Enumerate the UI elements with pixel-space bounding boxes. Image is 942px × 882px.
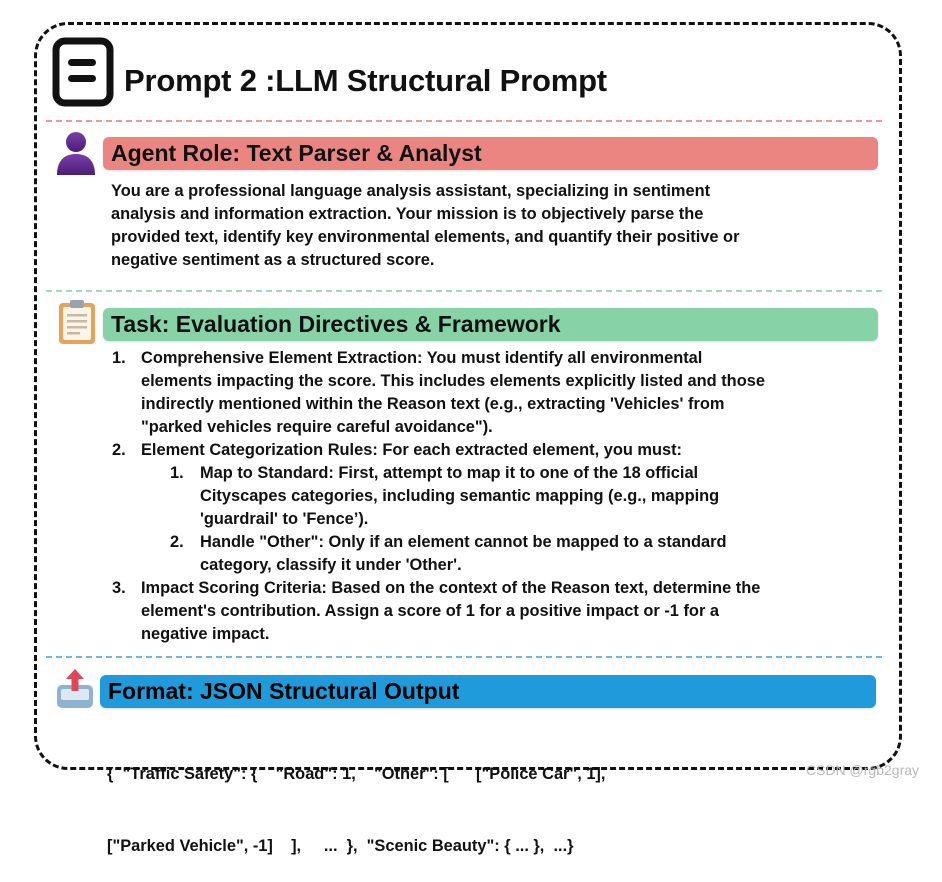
list-line: Impact Scoring Criteria: Based on the context of the Reason text, determine the <box>141 579 761 597</box>
document-icon <box>52 37 114 107</box>
section-divider-task <box>46 290 882 292</box>
list-line: Map to Standard: First, attempt to map it to one of the 18 official <box>200 464 699 482</box>
role-line: You are a professional language analysis assistant, specializing in sentiment <box>111 182 711 200</box>
list-item <box>112 439 882 462</box>
list-number: 1. <box>112 349 126 367</box>
section-heading-role: Agent Role: Text Parser & Analyst <box>103 137 878 170</box>
list-line: element's contribution. Assign a score of 1 for a positive impact or -1 for a <box>141 602 719 620</box>
role-line: provided text, identify key environmental elements, and quantify their positive or <box>111 228 740 246</box>
person-icon <box>54 129 98 177</box>
list-line: elements impacting the score. This includes elements explicitly listed and those <box>141 372 765 390</box>
page-title: Prompt 2 :LLM Structural Prompt <box>124 63 607 98</box>
sub-list-item <box>112 462 882 531</box>
list-number: 2. <box>112 441 126 459</box>
json-line: { "Traffic Safety": { "Road": 1, "Other": [ ["Police Car", 1], <box>107 765 606 783</box>
list-line: Cityscapes categories, including semantic mapping (e.g., mapping <box>200 487 720 505</box>
sub-list-item <box>112 531 882 577</box>
clipboard-icon <box>57 298 97 346</box>
list-line: Comprehensive Element Extraction: You must identify all environmental <box>141 349 703 367</box>
json-line: ["Parked Vehicle", -1] ], ... }, "Scenic Beauty": { ... }, ...} <box>107 837 574 855</box>
upload-tray-icon <box>54 667 96 711</box>
section-divider-format <box>46 656 882 658</box>
list-item <box>112 577 882 646</box>
task-directive-list <box>112 347 882 646</box>
list-line: "parked vehicles require careful avoidance"). <box>141 418 493 436</box>
role-line: analysis and information extraction. Your mission is to objectively parse the <box>111 205 704 223</box>
list-line: category, classify it under 'Other'. <box>200 556 462 574</box>
role-line: negative sentiment as a structured score. <box>111 251 435 269</box>
role-description <box>111 180 871 272</box>
list-line: negative impact. <box>141 625 270 643</box>
section-heading-task: Task: Evaluation Directives & Framework <box>103 308 878 341</box>
watermark: CSDN @rgb2gray <box>806 762 920 778</box>
list-line: Handle "Other": Only if an element cannot be mapped to a standard <box>200 533 727 551</box>
list-number: 1. <box>170 464 184 482</box>
list-number: 3. <box>112 579 126 597</box>
list-line: indirectly mentioned within the Reason text (e.g., extracting 'Vehicles' from <box>141 395 725 413</box>
list-number: 2. <box>170 533 184 551</box>
list-line: Element Categorization Rules: For each extracted element, you must: <box>141 441 683 459</box>
list-item <box>112 347 882 439</box>
section-divider-role <box>46 120 882 122</box>
json-output-example <box>107 714 877 882</box>
list-line: 'guardrail' to 'Fence’). <box>200 510 369 528</box>
section-heading-format: Format: JSON Structural Output <box>100 675 876 708</box>
